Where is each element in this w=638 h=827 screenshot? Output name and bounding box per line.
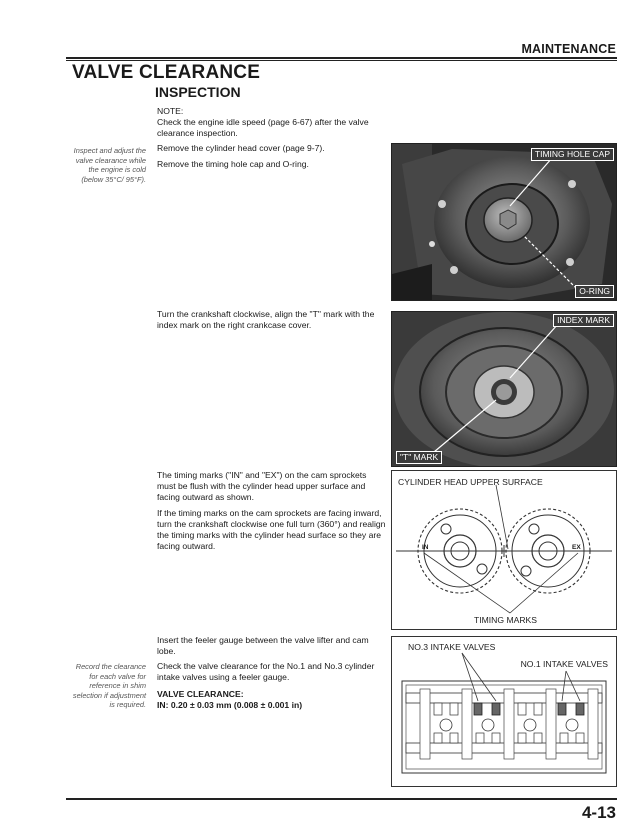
callout-timing-hole-cap: TIMING HOLE CAP — [531, 148, 614, 161]
note-text: Check the engine idle speed (page 6-67) after the valve clearance inspection. — [157, 117, 369, 138]
label-timing-marks: TIMING MARKS — [474, 615, 538, 625]
figure-timing-hole-cap — [391, 143, 617, 301]
mark-in: IN — [422, 544, 429, 551]
step-if-inward: If the timing marks on the cam sprockets are facing inward, turn the crankshaft clockwise one full turn (360°) and realign the timing marks with the cylinder head surface so they are facing outward. — [157, 508, 386, 551]
side-note-inspect: Inspect and adjust the valve clearance while the engine is cold (below 35°C/ 95°F). — [73, 146, 146, 184]
section-header: MAINTENANCE — [521, 42, 616, 56]
step-timing-marks: The timing marks ("IN" and "EX") on the cam sprockets must be flush with the cylinder head upper surface and facing outward as shown. — [157, 470, 367, 502]
index-mark-photo — [392, 312, 616, 466]
spec-label: VALVE CLEARANCE: — [157, 689, 244, 699]
step-insert-gauge: Insert the feeler gauge between the valve lifter and cam lobe. — [157, 635, 369, 656]
page-title: VALVE CLEARANCE — [72, 62, 261, 83]
spec-value: IN: 0.20 ± 0.03 mm (0.008 ± 0.001 in) — [157, 700, 303, 710]
callout-index-mark: INDEX MARK — [553, 314, 614, 327]
callout-o-ring: O-RING — [575, 285, 614, 298]
note-label: NOTE: — [157, 106, 184, 116]
footer-rule — [66, 798, 617, 800]
side-note-record: Record the clearance for each valve for reference in shim selection if adjustment is required. — [72, 662, 146, 710]
callout-t-mark: "T" MARK — [396, 451, 442, 464]
page-number: 4-13 — [581, 803, 616, 822]
label-no1-intake-valves: NO.1 INTAKE VALVES — [520, 659, 608, 669]
figure-timing-marks — [391, 470, 617, 630]
mark-ex: EX — [572, 544, 581, 551]
section-subtitle: INSPECTION — [155, 84, 241, 100]
cylinder-head-top-view — [392, 637, 616, 786]
figure-index-mark — [391, 311, 617, 467]
header-rule — [66, 57, 617, 59]
step-check-clearance: Check the valve clearance for the No.1 and No.3 cylinder intake valves using a feeler gauge. — [157, 661, 375, 682]
step-remove-cover: Remove the cylinder head cover (page 9-7). — [157, 143, 325, 153]
timing-hole-cap-photo — [392, 144, 616, 300]
step-remove-cap: Remove the timing hole cap and O-ring. — [157, 159, 309, 169]
figure-intake-valves — [391, 636, 617, 787]
label-no3-intake-valves: NO.3 INTAKE VALVES — [408, 642, 496, 652]
header-rule-thin — [66, 60, 617, 61]
step-turn-crankshaft: Turn the crankshaft clockwise, align the "T" mark with the index mark on the right crankcase cover. — [157, 309, 375, 330]
label-cylinder-head-upper-surface: CYLINDER HEAD UPPER SURFACE — [398, 477, 543, 487]
